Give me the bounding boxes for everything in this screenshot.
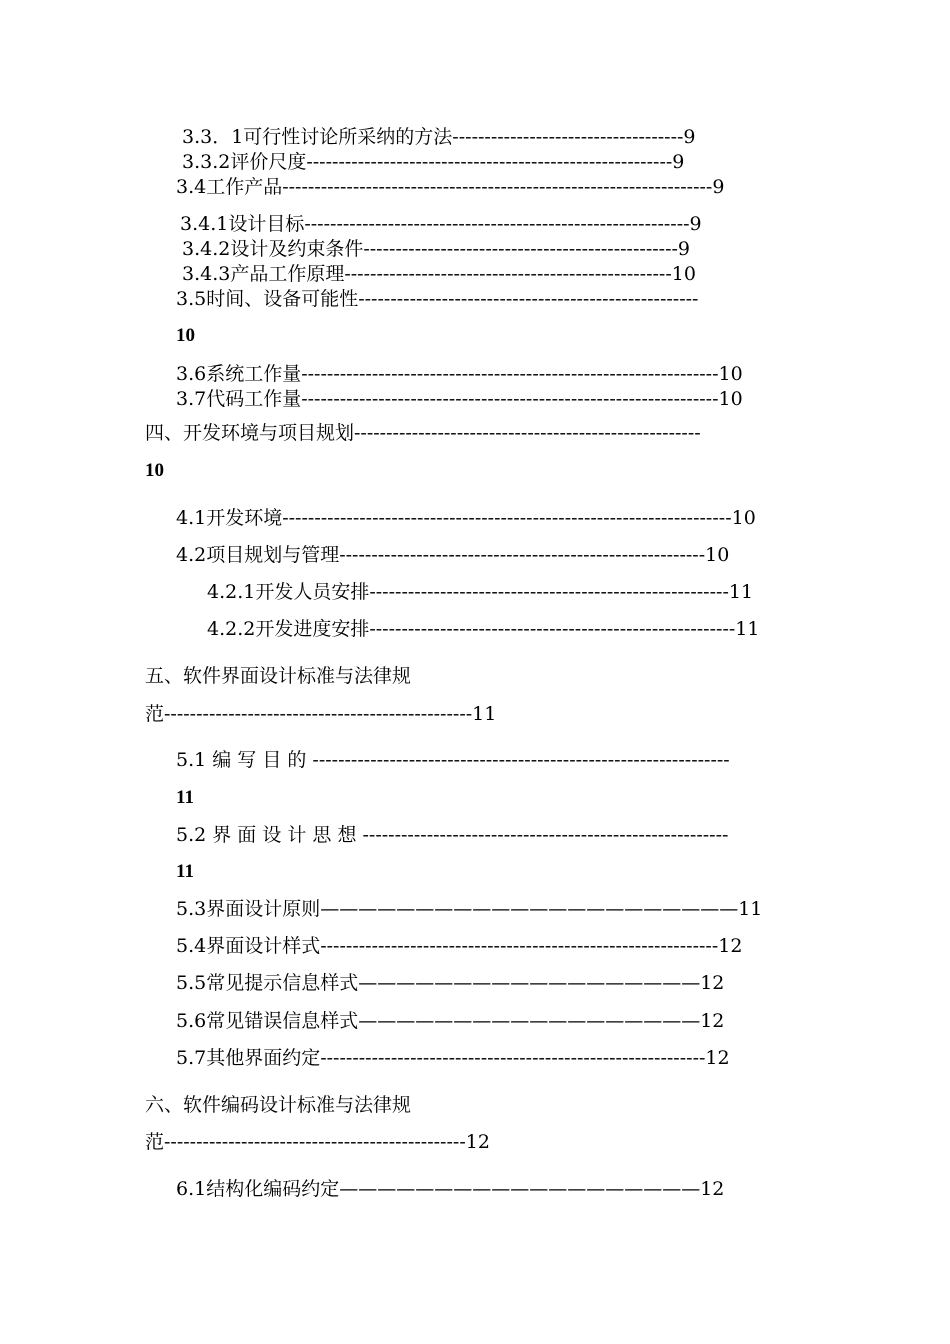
toc-entry-5-3: 5.3界面设计原则——————————————————————11 [176, 898, 763, 920]
toc-entry-4-2-2: 4.2.2开发进度安排---------------------------------------------------------11 [207, 618, 760, 640]
toc-entry-4-1: 4.1开发环境----------------------------------------------------------------------10 [176, 507, 756, 529]
toc-page-number: 11 [176, 861, 194, 882]
toc-page-number: 10 [176, 325, 195, 346]
toc-entry-3-4: 3.4工作产品-------------------------------------------------------------------9 [176, 176, 725, 198]
toc-entry-chapter-4: 四、开发环境与项目规划------------------------------------------------------ [145, 422, 701, 444]
toc-entry-5-1: 5.1 编 写 目 的 ----------------------------------------------------------------- [176, 749, 730, 771]
toc-entry-3-4-2: 3.4.2设计及约束条件-------------------------------------------------9 [182, 238, 691, 260]
toc-entry-4-2: 4.2项目规划与管理---------------------------------------------------------10 [176, 544, 730, 566]
toc-entry-3-6: 3.6系统工作量-----------------------------------------------------------------10 [176, 363, 743, 385]
toc-entry-5-7: 5.7其他界面约定------------------------------------------------------------12 [176, 1047, 730, 1069]
toc-entry-3-4-1: 3.4.1设计目标------------------------------------------------------------9 [180, 213, 702, 235]
toc-entry-3-7: 3.7代码工作量-----------------------------------------------------------------10 [176, 388, 743, 410]
toc-entry-3-3-2: 3.3.2评价尺度---------------------------------------------------------9 [182, 151, 685, 173]
toc-entry-3-5: 3.5时间、设备可能性----------------------------------------------------- [176, 288, 699, 310]
toc-entry-chapter-5-title: 五、软件界面设计标准与法律规 [145, 665, 412, 687]
toc-entry-5-6: 5.6常见错误信息样式——————————————————12 [176, 1010, 725, 1032]
toc-entry-chapter-6-title: 六、软件编码设计标准与法律规 [145, 1094, 412, 1116]
toc-entry-chapter-6-cont: 范-----------------------------------------------12 [145, 1131, 490, 1153]
toc-entry-5-5: 5.5常见提示信息样式——————————————————12 [176, 972, 725, 994]
toc-page-number: 10 [145, 460, 164, 481]
toc-entry-3-3-1: 3.3．1可行性讨论所采纳的方法------------------------------------9 [182, 126, 696, 148]
toc-entry-5-4: 5.4界面设计样式--------------------------------------------------------------12 [176, 935, 743, 957]
toc-entry-4-2-1: 4.2.1开发人员安排--------------------------------------------------------11 [207, 581, 754, 603]
toc-entry-5-2: 5.2 界 面 设 计 思 想 --------------------------------------------------------- [176, 824, 729, 846]
toc-entry-3-4-3: 3.4.3产品工作原理---------------------------------------------------10 [182, 263, 696, 285]
toc-page-number: 11 [176, 787, 194, 808]
toc-entry-6-1: 6.1结构化编码约定———————————————————12 [176, 1178, 725, 1200]
toc-entry-chapter-5-cont: 范------------------------------------------------11 [145, 703, 497, 725]
